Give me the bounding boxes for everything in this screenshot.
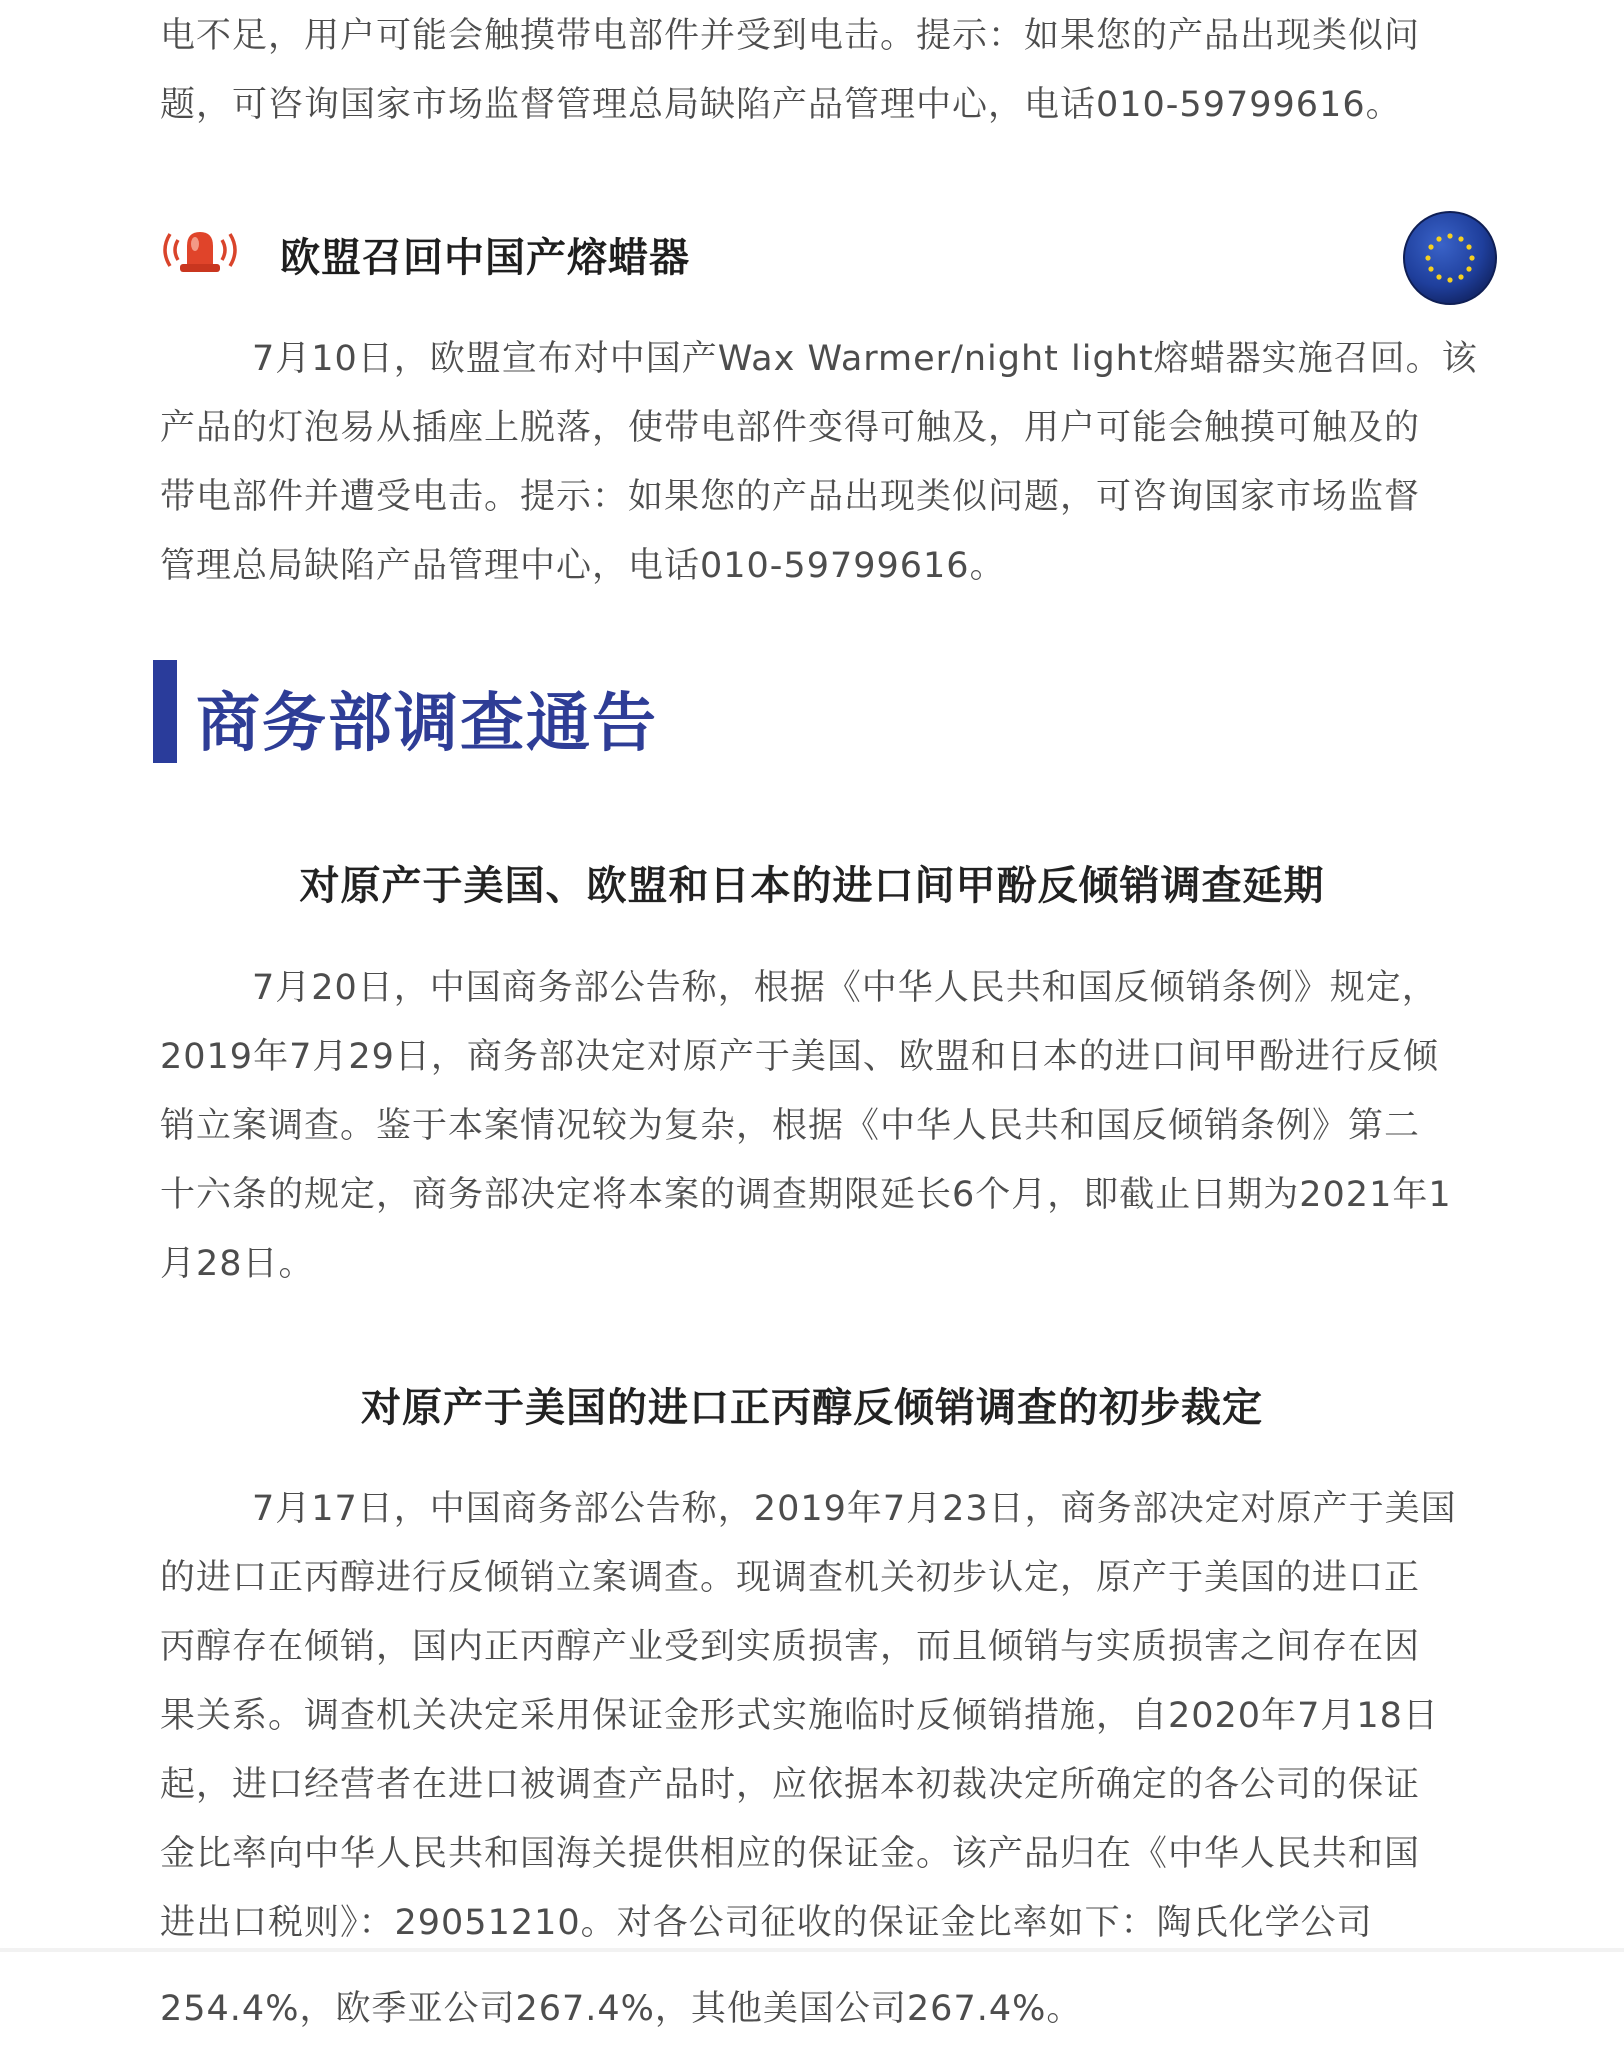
section-accent-bar <box>153 660 177 763</box>
paragraph-line: 起，进口经营者在进口被调查产品时，应依据本初裁决定所确定的各公司的保证 <box>160 1765 1421 1805</box>
paragraph-line: 的进口正丙醇进行反倾销立案调查。现调查机关初步认定，原产于美国的进口正 <box>160 1558 1421 1598</box>
section-title: 商务部调查通告 <box>196 687 658 761</box>
recall-paragraph <box>160 325 1506 601</box>
recall-title: 欧盟召回中国产熔蜡器 <box>280 235 690 281</box>
paragraph-line: 产品的灯泡易从插座上脱落，使带电部件变得可触及，用户可能会触摸可触及的 <box>160 408 1421 448</box>
notice-paragraph <box>160 1475 1506 1958</box>
eu-recall-header <box>140 210 1510 300</box>
paragraph-line: 销立案调查。鉴于本案情况较为复杂，根据《中华人民共和国反倾销条例》第二 <box>160 1106 1421 1146</box>
intro-paragraph <box>160 2 1506 140</box>
eu-flag-icon <box>1402 210 1498 306</box>
paragraph-line: 254.4%，欧季亚公司267.4%，其他美国公司267.4%。 <box>160 1989 1083 2029</box>
paragraph-line: 2019年7月29日，商务部决定对原产于美国、欧盟和日本的进口间甲酚进行反倾 <box>160 1037 1439 1077</box>
paragraph-line: 题，可咨询国家市场监督管理总局缺陷产品管理中心，电话010-59799616。 <box>160 85 1402 125</box>
paragraph-line: 丙醇存在倾销，国内正丙醇产业受到实质损害，而且倾销与实质损害之间存在因 <box>160 1627 1421 1667</box>
paragraph-line: 电不足，用户可能会触摸带电部件并受到电击。提示：如果您的产品出现类似问 <box>160 16 1421 56</box>
paragraph-line: 果关系。调查机关决定采用保证金形式实施临时反倾销措施，自2020年7月18日 <box>160 1696 1439 1736</box>
paragraph-line: 月28日。 <box>160 1244 315 1284</box>
paragraph-line: 金比率向中华人民共和国海关提供相应的保证金。该产品归在《中华人民共和国 <box>160 1834 1421 1874</box>
paragraph-line: 7月17日，中国商务部公告称，2019年7月23日，商务部决定对原产于美国 <box>252 1489 1457 1529</box>
paragraph-line: 带电部件并遭受电击。提示：如果您的产品出现类似问题，可咨询国家市场监督 <box>160 477 1421 517</box>
notice-title: 对原产于美国的进口正丙醇反倾销调查的初步裁定 <box>361 1385 1263 1431</box>
paragraph-line: 7月20日，中国商务部公告称，根据《中华人民共和国反倾销条例》规定， <box>252 968 1438 1008</box>
alarm-bell-icon <box>150 220 250 280</box>
paragraph-line: 7月10日，欧盟宣布对中国产Wax Warmer/night light熔蜡器实施召回。该 <box>252 339 1478 379</box>
paragraph-line: 进出口税则》：29051210。对各公司征收的保证金比率如下：陶氏化学公司 <box>160 1903 1373 1943</box>
paragraph-line: 十六条的规定，商务部决定将本案的调查期限延长6个月，即截止日期为2021年1 <box>160 1175 1452 1215</box>
notice-title: 对原产于美国、欧盟和日本的进口间甲酚反倾销调查延期 <box>299 863 1325 909</box>
notice-paragraph-tail <box>160 1975 1506 2044</box>
paragraph-line: 管理总局缺陷产品管理中心，电话010-59799616。 <box>160 546 1006 586</box>
notice-paragraph <box>160 954 1506 1299</box>
page-fold-divider <box>0 1948 1624 1952</box>
